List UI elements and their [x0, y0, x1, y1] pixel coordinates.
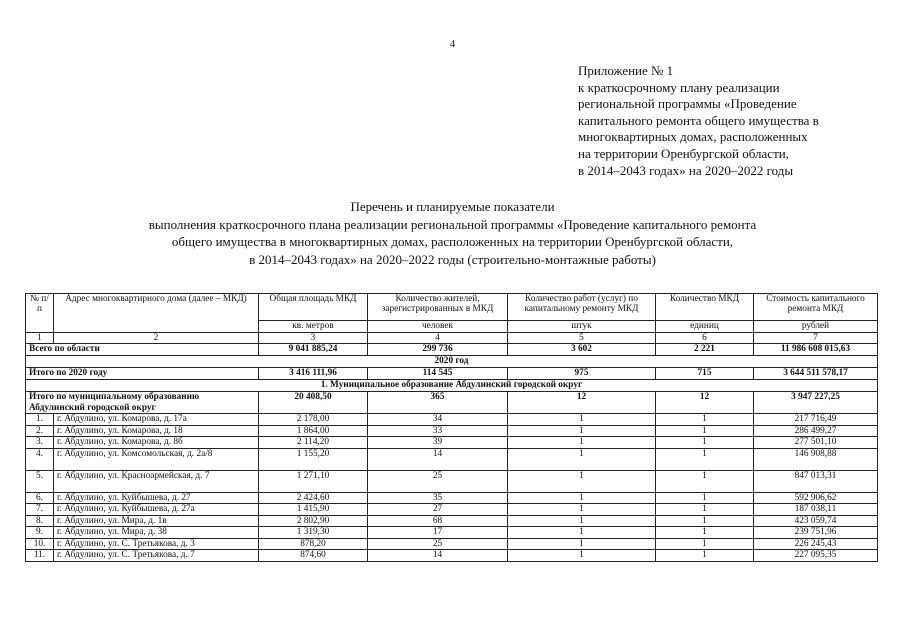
row-works: 1	[508, 425, 656, 437]
row-cost: 239 751,96	[754, 527, 878, 539]
title-line: выполнения краткосрочного плана реализации региональной программы «Проведение капитального ремонта	[148, 216, 757, 232]
row-residents: 17	[368, 527, 508, 539]
row-houses: 1	[656, 538, 754, 550]
row-residents: 35	[368, 492, 508, 504]
column-number: 5	[508, 333, 656, 344]
municipality-section-row	[26, 380, 878, 392]
header-address: Адрес многоквартирного дома (далее – МКД)	[54, 294, 259, 333]
total-year-cost: 3 644 511 578,17	[754, 368, 878, 380]
row-works: 1	[508, 470, 656, 492]
row-cost: 592 906,62	[754, 492, 878, 504]
row-area: 2 802,90	[259, 515, 368, 527]
row-works: 1	[508, 515, 656, 527]
row-residents: 39	[368, 437, 508, 449]
row-residents: 25	[368, 470, 508, 492]
row-residents: 25	[368, 538, 508, 550]
row-residents: 14	[368, 448, 508, 470]
total-region-houses: 2 221	[656, 344, 754, 356]
total-municipality-area: 20 408,50	[259, 392, 368, 414]
appendix-line: региональной программы «Проведение	[578, 96, 797, 112]
row-number: 11.	[26, 550, 54, 562]
total-municipality-cost: 3 947 227,25	[754, 392, 878, 414]
row-number: 2.	[26, 425, 54, 437]
row-houses: 1	[656, 515, 754, 527]
header-residents: Количество жителей, зарегистрированных в МКД	[368, 294, 508, 321]
title-line: Перечень и планируемые показатели	[350, 199, 555, 214]
table-row	[26, 492, 878, 504]
table-row	[26, 504, 878, 516]
row-houses: 1	[656, 550, 754, 562]
column-number: 1	[26, 333, 54, 344]
appendix-line: на территории Оренбургской области,	[578, 145, 789, 161]
column-number: 6	[656, 333, 754, 344]
total-municipality-row	[26, 392, 878, 414]
total-municipality-label: Итого по муниципальному образованию Абдулинский городской округ	[26, 392, 259, 414]
total-region-label: Всего по области	[26, 344, 259, 356]
table-row	[26, 550, 878, 562]
table-row	[26, 470, 878, 492]
title-line: общего имущества в многоквартирных домах, расположенных на территории Оренбургской области,	[171, 234, 734, 249]
municipality-section-title: 1. Муниципальное образование Абдулинский городской округ	[26, 380, 878, 392]
row-address: г. Абдулино, ул. Красноармейская, д. 7	[54, 470, 259, 492]
row-number: 4.	[26, 448, 54, 470]
row-address: г. Абдулино, ул. С. Третьякова, д. 7	[54, 550, 259, 562]
row-residents: 33	[368, 425, 508, 437]
row-works: 1	[508, 448, 656, 470]
total-region-row	[26, 344, 878, 356]
row-address: г. Абдулино, ул. Куйбышева, д. 27а	[54, 504, 259, 516]
row-address: г. Абдулино, ул. Мира, д. 1в	[54, 515, 259, 527]
appendix-line: многоквартирных домах, расположенных	[578, 129, 808, 145]
total-year-works: 975	[508, 368, 656, 380]
header-area: Общая площадь МКД	[259, 294, 368, 321]
row-cost: 423 059,74	[754, 515, 878, 527]
column-number: 7	[754, 333, 878, 344]
row-address: г. Абдулино, ул. Комсомольская, д. 2а/8	[54, 448, 259, 470]
row-area: 878,20	[259, 538, 368, 550]
row-cost: 286 499,27	[754, 425, 878, 437]
row-address: г. Абдулино, ул. С. Третьякова, д. 3	[54, 538, 259, 550]
row-works: 1	[508, 527, 656, 539]
row-cost: 187 038,11	[754, 504, 878, 516]
appendix-caption	[578, 63, 819, 179]
page-number: 4	[449, 38, 456, 50]
row-works: 1	[508, 492, 656, 504]
table-row	[26, 414, 878, 426]
header-houses: Количество МКД	[656, 294, 754, 321]
appendix-line: в 2014–2043 годах» на 2020–2022 годы	[578, 162, 794, 178]
column-number: 4	[368, 333, 508, 344]
row-residents: 34	[368, 414, 508, 426]
row-area: 2 424,60	[259, 492, 368, 504]
total-municipality-works: 12	[508, 392, 656, 414]
row-number: 5.	[26, 470, 54, 492]
total-year-houses: 715	[656, 368, 754, 380]
row-works: 1	[508, 437, 656, 449]
row-area: 2 114,20	[259, 437, 368, 449]
row-houses: 1	[656, 414, 754, 426]
table-row	[26, 538, 878, 550]
total-municipality-residents: 365	[368, 392, 508, 414]
row-area: 1 155,20	[259, 448, 368, 470]
row-area: 1 864,00	[259, 425, 368, 437]
total-year-area: 3 416 111,96	[259, 368, 368, 380]
row-cost: 227 095,35	[754, 550, 878, 562]
table-row	[26, 437, 878, 449]
row-works: 1	[508, 538, 656, 550]
row-number: 3.	[26, 437, 54, 449]
row-houses: 1	[656, 527, 754, 539]
row-number: 7.	[26, 504, 54, 516]
table-row	[26, 425, 878, 437]
total-year-row	[26, 368, 878, 380]
table-header	[26, 294, 878, 344]
row-residents: 14	[368, 550, 508, 562]
row-address: г. Абдулино, ул. Комарова, д. 17а	[54, 414, 259, 426]
header-cost: Стоимость капитального ремонта МКД	[754, 294, 878, 321]
unit-residents: человек	[368, 321, 508, 333]
row-area: 1 415,90	[259, 504, 368, 516]
appendix-line: капитального ремонта общего имущества в	[578, 112, 819, 128]
total-region-cost: 11 986 608 015,63	[754, 344, 878, 356]
row-address: г. Абдулино, ул. Комарова, д. 8б	[54, 437, 259, 449]
appendix-line: Приложение № 1	[578, 63, 674, 78]
row-houses: 1	[656, 504, 754, 516]
row-houses: 1	[656, 425, 754, 437]
row-residents: 27	[368, 504, 508, 516]
row-number: 1.	[26, 414, 54, 426]
row-cost: 226 245,43	[754, 538, 878, 550]
unit-area: кв. метров	[259, 321, 368, 333]
row-cost: 847 013,31	[754, 470, 878, 492]
appendix-line: к краткосрочному плану реализации	[578, 79, 780, 95]
title-line: в 2014–2043 годах» на 2020–2022 годы (строительно-монтажные работы)	[249, 251, 656, 267]
column-number: 2	[54, 333, 259, 344]
row-area: 1 271,10	[259, 470, 368, 492]
row-number: 9.	[26, 527, 54, 539]
unit-houses: единиц	[656, 321, 754, 333]
row-address: г. Абдулино, ул. Комарова, д. 18	[54, 425, 259, 437]
row-houses: 1	[656, 470, 754, 492]
year-section-title: 2020 год	[26, 356, 878, 368]
header-number: № п/п	[26, 294, 54, 333]
row-houses: 1	[656, 492, 754, 504]
total-region-area: 9 041 885,24	[259, 344, 368, 356]
table-row	[26, 515, 878, 527]
row-works: 1	[508, 504, 656, 516]
unit-works: штук	[508, 321, 656, 333]
row-houses: 1	[656, 437, 754, 449]
total-region-works: 3 602	[508, 344, 656, 356]
header-works: Количество работ (услуг) по капитальному ремонту МКД	[508, 294, 656, 321]
row-number: 10.	[26, 538, 54, 550]
row-residents: 68	[368, 515, 508, 527]
row-area: 2 178,00	[259, 414, 368, 426]
table-body	[26, 344, 878, 414]
row-address: г. Абдулино, ул. Куйбышева, д. 27	[54, 492, 259, 504]
total-year-label: Итого по 2020 году	[26, 368, 259, 380]
unit-cost: рублей	[754, 321, 878, 333]
row-number: 6.	[26, 492, 54, 504]
row-cost: 146 908,88	[754, 448, 878, 470]
row-works: 1	[508, 414, 656, 426]
total-municipality-houses: 12	[656, 392, 754, 414]
total-year-residents: 114 545	[368, 368, 508, 380]
row-houses: 1	[656, 448, 754, 470]
total-region-residents: 299 736	[368, 344, 508, 356]
table-row	[26, 448, 878, 470]
house-rows	[26, 414, 878, 562]
row-cost: 217 716,49	[754, 414, 878, 426]
row-cost: 277 501,10	[754, 437, 878, 449]
column-number: 3	[259, 333, 368, 344]
row-area: 1 319,30	[259, 527, 368, 539]
year-section-row	[26, 356, 878, 368]
row-works: 1	[508, 550, 656, 562]
works-table	[25, 293, 878, 562]
table-row	[26, 527, 878, 539]
row-area: 874,60	[259, 550, 368, 562]
document-title	[0, 198, 905, 268]
row-address: г. Абдулино, ул. Мира, д. 38	[54, 527, 259, 539]
row-number: 8.	[26, 515, 54, 527]
